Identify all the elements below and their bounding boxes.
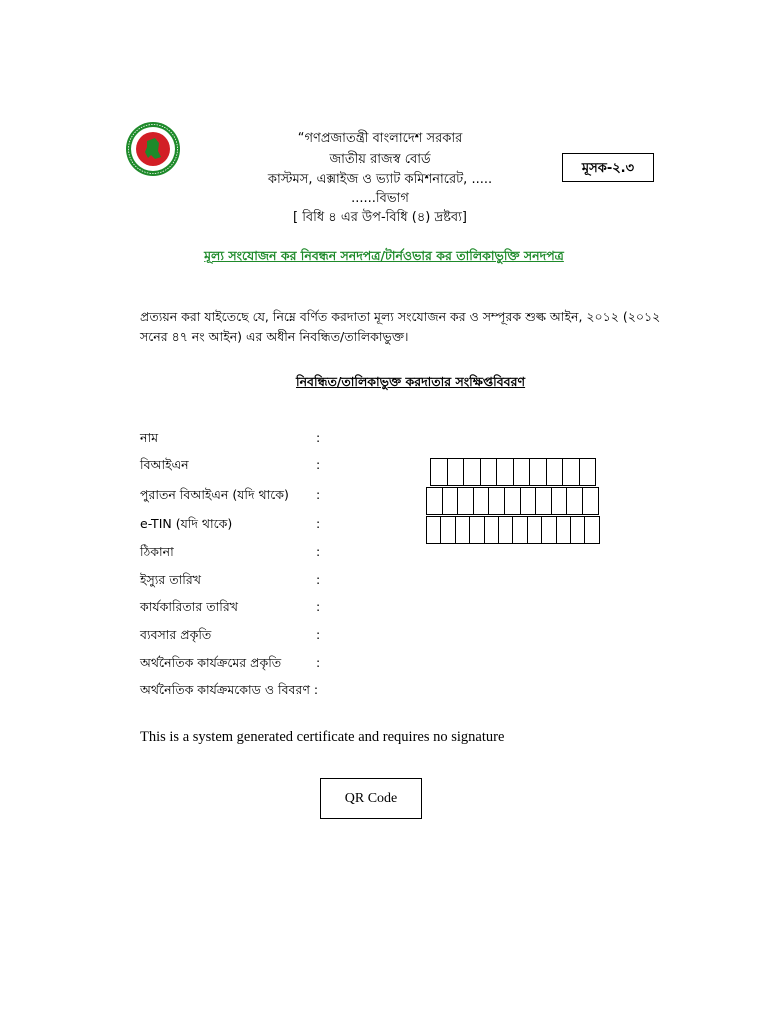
header-line-commissionerate: কাস্টমস, এক্সাইজ ও ভ্যাট কমিশনারেট, ..... (267, 172, 493, 187)
character-box (440, 516, 455, 544)
field-colon: : (316, 430, 321, 445)
government-seal-logo (125, 121, 181, 177)
character-box (579, 458, 597, 486)
character-box (426, 516, 441, 544)
header-line-board: জাতীয় রাজস্ব বোর্ড (329, 152, 431, 167)
field-label-bin: বিআইএন (140, 457, 189, 472)
character-box (512, 516, 527, 544)
form-code-box: মূসক-২.৩ (562, 153, 654, 182)
intro-paragraph: প্রত্যয়ন করা যাইতেছে যে, নিম্নে বর্ণিত করদাতা মূল্য সংযোজন কর ও সম্পূরক শুল্ক আইন, ২০১২ (২০১২ সনের ৪৭ নং আইন) এর অধীন নিবন্ধিত/তালিকাভুক্ত। (140, 309, 661, 344)
field-colon: : (316, 627, 321, 642)
field-label-name: নাম (140, 430, 159, 445)
character-box (556, 516, 571, 544)
field-colon: : (316, 457, 321, 472)
system-generated-note: This is a system generated certificate and requires no signature (140, 729, 505, 745)
section-heading: নিবন্ধিত/তালিকাভুক্ত করদাতার সংক্ষিপ্তবিবরণ (296, 374, 526, 389)
character-box (527, 516, 542, 544)
etin-character-boxes (427, 516, 600, 544)
character-box (442, 487, 459, 515)
character-box (551, 487, 568, 515)
character-box (463, 458, 481, 486)
character-box (447, 458, 465, 486)
field-label-economic-activity-code: অর্থনৈতিক কার্যক্রমকোড ও বিবরণ : (140, 682, 319, 697)
header-line-government: “গণপ্রজাতন্ত্রী বাংলাদেশ সরকার (297, 131, 463, 146)
character-box (584, 516, 599, 544)
character-box (457, 487, 474, 515)
bin-character-boxes (431, 458, 596, 486)
field-label-business-nature: ব্যবসার প্রকৃতি (140, 627, 212, 642)
character-box (496, 458, 514, 486)
old-bin-character-boxes (427, 487, 599, 515)
field-colon: : (316, 572, 321, 587)
document-title: মূল্য সংযোজন কর নিবন্ধন সনদপত্র/টার্নওভার কর তালিকাভুক্তি সনদপত্র (204, 248, 564, 263)
field-colon: : (316, 516, 321, 531)
field-label-economic-activity: অর্থনৈতিক কার্যক্রমের প্রকৃতি (140, 655, 282, 670)
character-box (430, 458, 448, 486)
character-box (562, 458, 580, 486)
character-box (480, 458, 498, 486)
character-box (541, 516, 556, 544)
header-line-division: ......বিভাগ (351, 191, 409, 206)
character-box (504, 487, 521, 515)
character-box (426, 487, 443, 515)
header-line-rule: [ বিধি ৪ এর উপ-বিধি (৪) দ্রষ্টব্য] (293, 210, 467, 225)
field-colon: : (316, 599, 321, 614)
field-label-old-bin: পুরাতন বিআইএন (যদি থাকে) (140, 487, 289, 502)
character-box (484, 516, 499, 544)
character-box (570, 516, 585, 544)
field-colon: : (316, 655, 321, 670)
character-box (535, 487, 552, 515)
character-box (566, 487, 583, 515)
character-box (473, 487, 490, 515)
field-colon: : (316, 544, 321, 559)
qr-code-placeholder: QR Code (320, 778, 422, 819)
character-box (488, 487, 505, 515)
field-label-etin: e-TIN (যদি থাকে) (140, 516, 233, 531)
character-box (498, 516, 513, 544)
field-label-issue-date: ইস্যুর তারিখ (140, 572, 201, 587)
character-box (520, 487, 537, 515)
character-box (469, 516, 484, 544)
character-box (546, 458, 564, 486)
field-label-effective-date: কার্যকারিতার তারিখ (140, 599, 238, 614)
field-label-address: ঠিকানা (140, 544, 174, 559)
character-box (455, 516, 470, 544)
character-box (529, 458, 547, 486)
character-box (513, 458, 531, 486)
character-box (582, 487, 599, 515)
field-colon: : (316, 487, 321, 502)
